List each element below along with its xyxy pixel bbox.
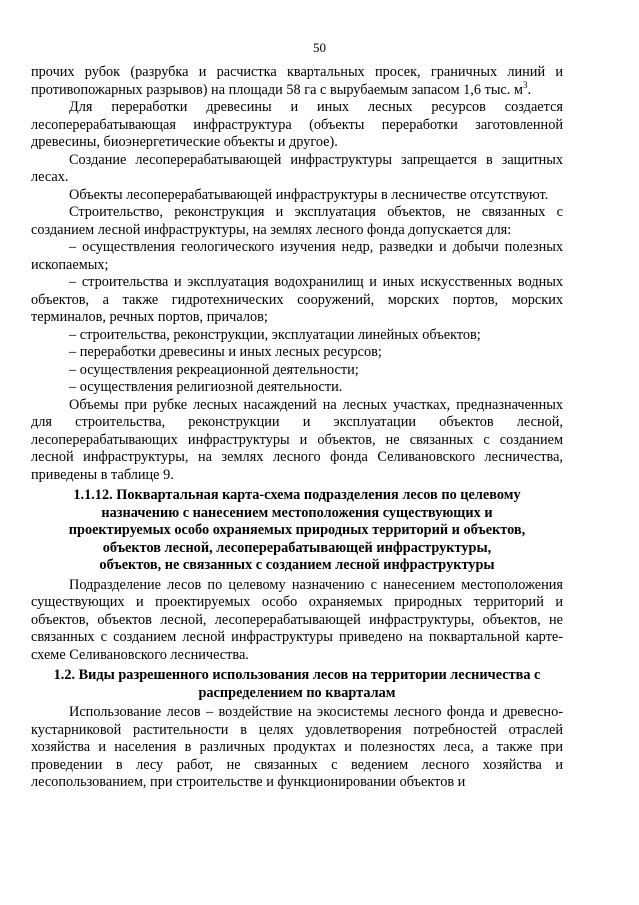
section-heading-1-1-12 xyxy=(31,487,563,575)
paragraph-allowed-construction: Строительство, реконструкция и эксплуатация объектов, не связанных с созданием лесной инфраструктуры, на землях лесного фонда допускается для: xyxy=(31,204,563,238)
section-heading-1-2 xyxy=(31,667,563,702)
heading-line: объектов лесной, лесоперерабатывающей инфраструктуры, xyxy=(102,539,492,556)
allowed-purposes-list xyxy=(31,239,563,397)
list-item: – осуществления рекреационной деятельности; xyxy=(69,361,359,378)
paragraph-map-scheme: Подразделение лесов по целевому назначению с нанесением местоположения существующих и проектируемых особо охраняемых природных территорий и объектов, объектов лесной, лесоперерабатывающей инфраструктуры, объектов, не связанных с созданием лесной инфраструктуры приведено на поквартальной карте-схеме Селивановского лесничества. xyxy=(31,576,563,663)
paragraph-processing-infrastructure: Для переработки древесины и иных лесных ресурсов создается лесоперерабатывающая инфраструктура (объекты переработки заготовленной древесины, биоэнергетические объекты и другое). xyxy=(31,99,563,150)
list-item: – строительства и эксплуатация водохранилищ и иных искусственных водных объектов, а также гидротехнических сооружений, морских портов, морских терминалов, речных портов, причалов; xyxy=(31,274,563,325)
list-item: – строительства, реконструкции, эксплуатации линейных объектов; xyxy=(69,326,481,343)
paragraph-forest-use: Использование лесов – воздействие на экосистемы лесного фонда и древесно-кустарниковой растительности в целях удовлетворения потребностей отраслей хозяйства и населения в различных продуктах и полезностях леса, а также при проведении в лесу работ, не связанных с ведением лесного хозяйства и лесопользованием, при строительстве и функционировании объектов и xyxy=(31,704,563,790)
list-item: – переработки древесины и иных лесных ресурсов; xyxy=(69,344,382,360)
heading-line: назначению с нанесением местоположения существующих и xyxy=(101,504,493,521)
page-body xyxy=(31,64,563,792)
paragraph-volumes: Объемы при рубке лесных насаждений на лесных участках, предназначенных для строительства, реконструкции и эксплуатации объектов лесной, лесоперерабатывающих инфраструктуры и объектов, не связанных с созданием лесной инфраструктуры, на землях лесного фонда Селивановского лесничества, приведены в таблице 9. xyxy=(31,396,563,483)
heading-line: объектов, не связанных с созданием лесной инфраструктуры xyxy=(99,557,495,573)
paragraph-text: прочих рубок (разрубка и расчистка квартальных просек, граничных линий и противопожарных разрывов) на площади 58 га с вырубаемым запасом 1,6 тыс. м xyxy=(31,64,563,98)
list-item: – осуществления религиозной деятельности. xyxy=(69,379,343,395)
page-number: 50 xyxy=(313,40,326,55)
heading-line: 1.1.12. Поквартальная карта-схема подразделения лесов по целевому xyxy=(73,487,521,503)
heading-line: распределением по кварталам xyxy=(198,684,396,701)
heading-line: 1.2. Виды разрешенного использования лесов на территории лесничества с xyxy=(53,667,541,683)
paragraph-cutting-volume xyxy=(31,64,563,99)
unit-exponent: 3 xyxy=(522,79,528,90)
paragraph-end: . xyxy=(527,81,532,98)
heading-line: проектируемых особо охраняемых природных территорий и объектов, xyxy=(68,522,526,538)
list-item: – осуществления геологического изучения недр, разведки и добычи полезных ископаемых; xyxy=(31,239,563,273)
paragraph-prohibition: Создание лесоперерабатывающей инфраструктуры запрещается в защитных лесах. xyxy=(31,151,563,185)
paragraph-absent-objects: Объекты лесоперерабатывающей инфраструктуры в лесничестве отсутствуют. xyxy=(69,186,549,203)
